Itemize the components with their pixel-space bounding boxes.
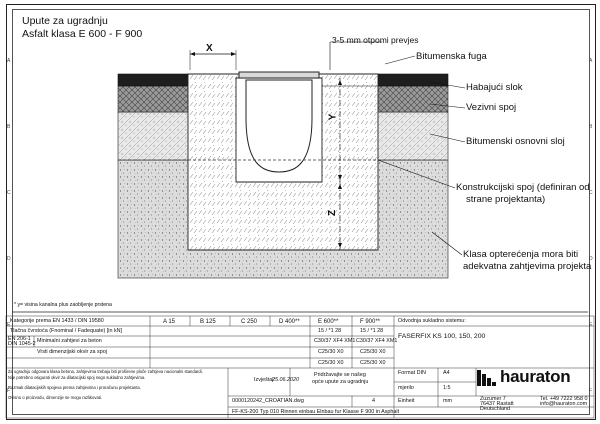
drawing-title-line-2: Asfalt klasa E 600 - F 900 bbox=[22, 28, 143, 40]
brand-name: hauraton bbox=[500, 367, 571, 386]
grid-letter-left-e: E bbox=[7, 322, 11, 328]
revision: 4 bbox=[372, 398, 375, 404]
callout-gap: 3-5 mm otpomi prevjes bbox=[332, 35, 419, 45]
callout-base-layer: Bitumenski osnovni sloj bbox=[466, 136, 565, 147]
grid-letter-right-f: F bbox=[589, 388, 593, 394]
grid-letter-left-f: F bbox=[7, 388, 11, 394]
date-label: Izvještaj: bbox=[254, 377, 275, 383]
row-concrete-desc: Minimalni zahtjevi za beton bbox=[37, 338, 102, 344]
class-c250: C 250 bbox=[241, 319, 258, 325]
row-bedding-e600: C25/30 X0 bbox=[318, 360, 344, 366]
class-d400: D 400** bbox=[279, 319, 300, 325]
note-4: Ovisno o proizvodu, dimenzije se mogu razlikovati. bbox=[8, 395, 103, 400]
row-compressive-e600: 15 / *1 28 bbox=[318, 328, 342, 334]
units-value: mm bbox=[443, 398, 452, 404]
brand-logo bbox=[476, 366, 586, 392]
grid-letter-right-a: A bbox=[589, 58, 593, 64]
product-name: FASERFIX KS 100, 150, 200 bbox=[398, 333, 486, 340]
grid-letter-left-c: C bbox=[7, 190, 11, 196]
standard-label: Kategorije prema EN 1433 / DIN 19580 bbox=[10, 318, 104, 324]
brand-mark-icon bbox=[476, 369, 498, 387]
company-email: info@hauraton.com bbox=[540, 401, 588, 407]
callout-construction-joint-line-2: strane projektanta) bbox=[466, 194, 546, 205]
note-short-2: opće upute za ugradnju bbox=[312, 379, 369, 385]
company-address-2: 76437 Rastatt bbox=[480, 401, 514, 407]
format-label: Format DIN bbox=[398, 370, 426, 376]
row-standard-en206: EN 206-1 bbox=[8, 336, 31, 342]
callout-wearing-layer: Habajući slok bbox=[466, 82, 523, 93]
class-a15: A 15 bbox=[163, 319, 176, 325]
row-frame-e600: C25/30 X0 bbox=[318, 349, 344, 355]
units-label: Einheit bbox=[398, 398, 415, 404]
row-compressive-f900: 15 / *1 28 bbox=[360, 328, 384, 334]
grid-letter-left-a: A bbox=[7, 58, 11, 64]
company-address-3: Deutschland bbox=[480, 406, 510, 412]
callout-bitumen-joint: Bitumenska fuga bbox=[416, 51, 487, 62]
callout-load-class-line-1: Klasa opterećenja mora biti bbox=[463, 249, 579, 260]
company-phone: Tel. +49 7222 958 0 bbox=[540, 396, 588, 402]
note-1: Za ugradnju odgovara klasa betona, zahtjevima trebaju biti proširene ploče zahtjeva nacionalni standardi. bbox=[8, 369, 203, 374]
row-frame-desc: Vrsti dimenzijski okvir za spoj bbox=[37, 349, 107, 355]
grid-letter-right-c: C bbox=[589, 190, 593, 196]
format-value: A4 bbox=[443, 370, 450, 376]
note-short-1: Pridržavajte se našeg bbox=[314, 372, 366, 378]
row-frame-f900: C25/30 X0 bbox=[360, 349, 386, 355]
class-f900: F 900** bbox=[360, 319, 381, 325]
scale-value: 1:5 bbox=[443, 385, 451, 391]
scale-label: mjerilo bbox=[398, 385, 414, 391]
grid-letter-left-b: B bbox=[7, 124, 11, 130]
dimension-z-label: Z bbox=[327, 209, 339, 217]
row-compressive-label: Tlačna čvrstoća (Fnominal / Fadequate) [in kN] bbox=[10, 328, 123, 334]
grid-letter-right-e: E bbox=[589, 322, 593, 328]
row-concrete-f900: C30/37 XF4 XM1 bbox=[356, 338, 398, 344]
callout-construction-joint-line-1: Konstrukcijski spoj (definiran od bbox=[456, 182, 590, 193]
note-2: Nije potrebno osigurati okvir za dilatacijski spoj nego sukladno zahtjevima. bbox=[8, 375, 146, 380]
doc-number: 0000120242_CROATIAN.dwg bbox=[232, 398, 304, 404]
date-value: 25.06.2020 bbox=[272, 377, 299, 383]
callout-binder-layer: Vezivni spoj bbox=[466, 102, 517, 113]
company-address-1: Zuzumer 7 bbox=[480, 396, 506, 402]
row-standard-din1045: DIN 1045-2 bbox=[8, 341, 36, 347]
grid-letter-right-d: D bbox=[589, 256, 593, 262]
footnote: * y= visina kanalna plus zaobljenje prstena bbox=[14, 302, 112, 308]
drawing-title-line-1: Upute za ugradnju bbox=[22, 15, 108, 27]
footer-drawing-title: FF-KS-200 Typ 010 Rinnen einbau Elnbau fur Klasse F 900 in Asphalt bbox=[232, 409, 400, 415]
class-b125: B 125 bbox=[200, 319, 216, 325]
ordering-label: Odvodnja sukladno sistemu: bbox=[398, 318, 466, 324]
grid-letter-left-d: D bbox=[7, 256, 11, 262]
grid-letter-right-b: B bbox=[589, 124, 593, 130]
dimension-x-label: X bbox=[206, 43, 213, 54]
dimension-y-label: Y bbox=[327, 113, 339, 121]
note-3: Razmak dilatacijskih spojeva prema zahtjevima i proračunu projektanta. bbox=[8, 385, 141, 390]
row-bedding-f900: C25/30 X0 bbox=[360, 360, 386, 366]
class-e600: E 600** bbox=[318, 319, 339, 325]
callout-load-class-line-2: adekvatna zahtjevima projekta bbox=[463, 261, 592, 272]
row-concrete-e600: C30/37 XF4 XM1 bbox=[314, 338, 356, 344]
